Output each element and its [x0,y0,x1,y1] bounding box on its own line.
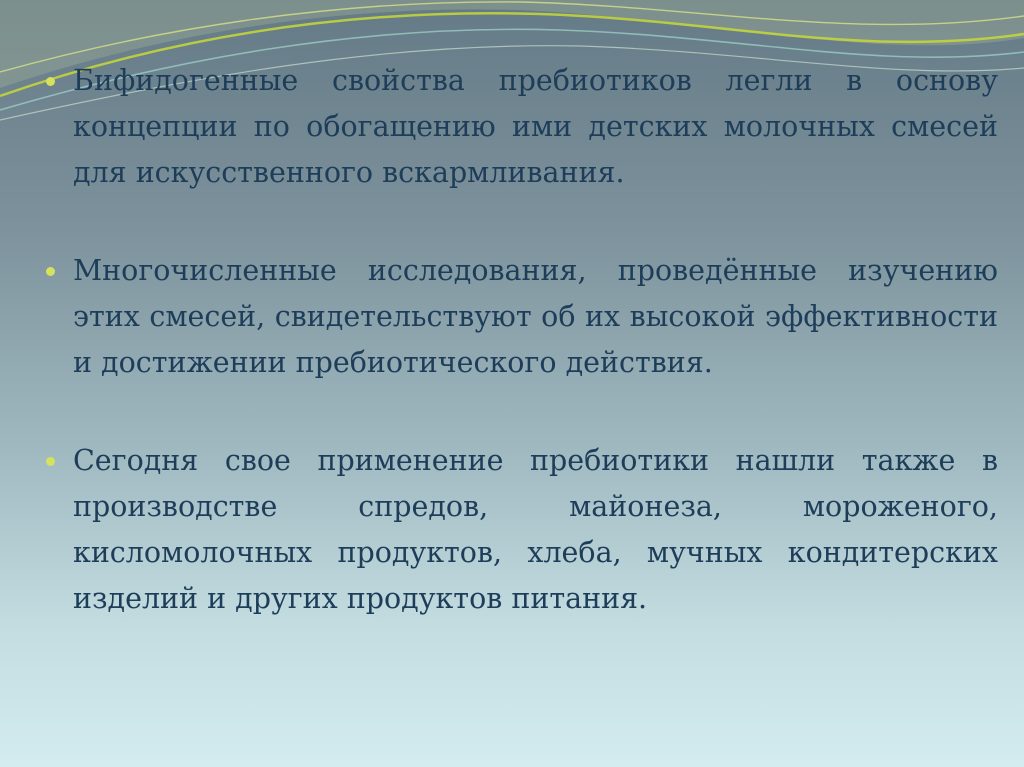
bullet-item [46,58,998,196]
bullet-text: Сегодня свое применение пребиотики нашли также в производстве спредов, майонеза, мороженого, кисломолочных продуктов, хлеба, мучных кондитерских изделий и других продуктов питания. [73,444,998,615]
bullet-item [46,248,998,386]
bullet-dot-icon [46,457,55,466]
bullet-text: Многочисленные исследования, проведённые изучению этих смесей, свидетельствуют об их высокой эффективности и достижении пребиотического действия. [73,254,998,379]
bullet-list [46,58,998,622]
bullet-item [46,438,998,622]
bullet-dot-icon [46,77,55,86]
bullet-text: Бифидогенные свойства пребиотиков легли в основу концепции по обогащению ими детских молочных смесей для искусственного вскармливания. [73,64,998,189]
bullet-dot-icon [46,267,55,276]
